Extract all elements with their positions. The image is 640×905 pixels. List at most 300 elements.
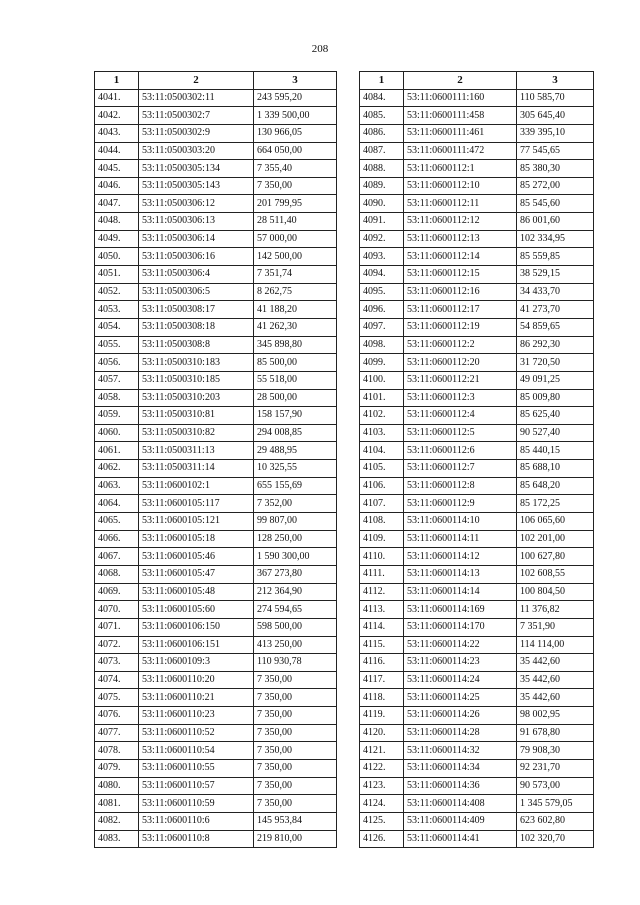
cadastral-value: 85 272,00 [517,177,594,195]
cadastral-number: 53:11:0500310:203 [139,389,254,407]
table-row [360,477,594,495]
row-number: 4077. [95,724,139,742]
table-row [360,742,594,760]
table-row [95,777,337,795]
cadastral-number: 53:11:0600105:117 [139,495,254,513]
row-number: 4059. [95,407,139,425]
table-row [95,671,337,689]
cadastral-value: 145 953,84 [254,812,337,830]
cadastral-value: 243 595,20 [254,89,337,107]
cadastral-value: 100 804,50 [517,583,594,601]
table-row [95,583,337,601]
cadastral-value: 7 351,74 [254,266,337,284]
cadastral-value: 7 350,00 [254,689,337,707]
cadastral-number: 53:11:0600112:16 [404,283,517,301]
table-row [360,89,594,107]
row-number: 4094. [360,266,404,284]
cadastral-number: 53:11:0600110:6 [139,812,254,830]
table-row [95,89,337,107]
row-number: 4107. [360,495,404,513]
row-number: 4104. [360,442,404,460]
cadastral-number: 53:11:0600112:4 [404,407,517,425]
table-row [95,407,337,425]
row-number: 4054. [95,318,139,336]
row-number: 4041. [95,89,139,107]
row-number: 4066. [95,530,139,548]
table-row [360,248,594,266]
table-row [360,795,594,813]
row-number: 4076. [95,707,139,725]
cadastral-number: 53:11:0600112:1 [404,160,517,178]
cadastral-value: 142 500,00 [254,248,337,266]
cadastral-value: 91 678,80 [517,724,594,742]
row-number: 4106. [360,477,404,495]
row-number: 4049. [95,230,139,248]
table-row [360,424,594,442]
cadastral-number: 53:11:0500306:4 [139,266,254,284]
cadastral-value: 274 594,65 [254,601,337,619]
cadastral-number: 53:11:0600112:12 [404,213,517,231]
row-number: 4084. [360,89,404,107]
row-number: 4110. [360,548,404,566]
cadastral-value: 77 545,65 [517,142,594,160]
table-row [360,724,594,742]
table-row [360,671,594,689]
cadastral-number: 53:11:0600110:23 [139,707,254,725]
table-row [95,354,337,372]
table-row [95,230,337,248]
cadastral-value: 1 345 579,05 [517,795,594,813]
table-row [95,389,337,407]
row-number: 4051. [95,266,139,284]
cadastral-value: 100 627,80 [517,548,594,566]
table-row [95,795,337,813]
row-number: 4075. [95,689,139,707]
column-header-value: 3 [517,72,594,90]
cadastral-number: 53:11:0600114:36 [404,777,517,795]
table-row [95,618,337,636]
cadastral-value: 7 350,00 [254,724,337,742]
row-number: 4042. [95,107,139,125]
cadastral-number: 53:11:0600110:21 [139,689,254,707]
table-row [95,124,337,142]
table-row [360,812,594,830]
row-number: 4102. [360,407,404,425]
table-row [95,565,337,583]
cadastral-value: 85 559,85 [517,248,594,266]
table-row [360,336,594,354]
row-number: 4093. [360,248,404,266]
cadastral-value: 7 350,00 [254,177,337,195]
cadastral-number: 53:11:0600114:25 [404,689,517,707]
row-number: 4100. [360,371,404,389]
table-row [360,707,594,725]
cadastral-number: 53:11:0500308:17 [139,301,254,319]
table-row [95,107,337,125]
cadastral-number: 53:11:0500303:20 [139,142,254,160]
cadastral-number: 53:11:0600112:3 [404,389,517,407]
cadastral-value: 7 350,00 [254,795,337,813]
cadastral-number: 53:11:0600111:458 [404,107,517,125]
row-number: 4044. [95,142,139,160]
table-row [360,565,594,583]
row-number: 4050. [95,248,139,266]
cadastral-value: 305 645,40 [517,107,594,125]
cadastral-value: 294 008,85 [254,424,337,442]
table-header-row [95,72,337,90]
cadastral-number: 53:11:0600112:2 [404,336,517,354]
cadastral-value: 130 966,05 [254,124,337,142]
cadastral-value: 34 433,70 [517,283,594,301]
cadastral-number: 53:11:0500311:14 [139,460,254,478]
cadastral-value: 367 273,80 [254,565,337,583]
row-number: 4061. [95,442,139,460]
cadastral-value: 7 351,90 [517,618,594,636]
row-number: 4074. [95,671,139,689]
cadastral-number: 53:11:0600105:46 [139,548,254,566]
table-row [360,460,594,478]
cadastral-value: 99 807,00 [254,513,337,531]
cadastral-number: 53:11:0600105:18 [139,530,254,548]
column-header-number: 1 [95,72,139,90]
cadastral-value: 90 573,00 [517,777,594,795]
table-row [95,830,337,848]
cadastral-number: 53:11:0600114:24 [404,671,517,689]
row-number: 4105. [360,460,404,478]
cadastral-value: 106 065,60 [517,513,594,531]
cadastral-number: 53:11:0500308:8 [139,336,254,354]
cadastral-value: 85 545,60 [517,195,594,213]
row-number: 4091. [360,213,404,231]
table-row [360,266,594,284]
table-row [95,530,337,548]
cadastral-number: 53:11:0500310:185 [139,371,254,389]
cadastral-number: 53:11:0500306:14 [139,230,254,248]
cadastral-number: 53:11:0600110:55 [139,759,254,777]
cadastral-number: 53:11:0600114:409 [404,812,517,830]
table-row [360,689,594,707]
table-row [95,301,337,319]
cadastral-value: 345 898,80 [254,336,337,354]
table-header-row [360,72,594,90]
cadastral-value: 7 350,00 [254,777,337,795]
cadastral-value: 623 602,80 [517,812,594,830]
table-row [95,283,337,301]
row-number: 4043. [95,124,139,142]
table-row [95,371,337,389]
table-row [95,548,337,566]
table-row [360,318,594,336]
cadastral-number: 53:11:0600110:20 [139,671,254,689]
row-number: 4116. [360,654,404,672]
row-number: 4095. [360,283,404,301]
table-row [95,266,337,284]
table-row [95,318,337,336]
cadastral-value: 158 157,90 [254,407,337,425]
cadastral-number: 53:11:0600114:13 [404,565,517,583]
cadastral-number: 53:11:0600105:47 [139,565,254,583]
row-number: 4083. [95,830,139,848]
row-number: 4118. [360,689,404,707]
cadastral-number: 53:11:0600105:60 [139,601,254,619]
cadastral-number: 53:11:0600114:169 [404,601,517,619]
cadastral-number: 53:11:0500310:183 [139,354,254,372]
cadastral-value: 38 529,15 [517,266,594,284]
cadastral-number: 53:11:0600114:14 [404,583,517,601]
column-header-cadastral: 2 [139,72,254,90]
cadastral-number: 53:11:0500306:5 [139,283,254,301]
table-row [360,601,594,619]
row-number: 4123. [360,777,404,795]
cadastral-number: 53:11:0600114:41 [404,830,517,848]
registry-table-right [359,71,594,848]
row-number: 4069. [95,583,139,601]
cadastral-number: 53:11:0500302:7 [139,107,254,125]
row-number: 4087. [360,142,404,160]
table-row [95,689,337,707]
cadastral-value: 7 350,00 [254,759,337,777]
table-row [95,248,337,266]
row-number: 4053. [95,301,139,319]
cadastral-value: 201 799,95 [254,195,337,213]
cadastral-value: 598 500,00 [254,618,337,636]
table-row [95,213,337,231]
row-number: 4108. [360,513,404,531]
table-row [360,160,594,178]
row-number: 4045. [95,160,139,178]
cadastral-value: 85 380,30 [517,160,594,178]
row-number: 4117. [360,671,404,689]
cadastral-number: 53:11:0600112:8 [404,477,517,495]
cadastral-number: 53:11:0500311:13 [139,442,254,460]
cadastral-value: 85 648,20 [517,477,594,495]
cadastral-value: 655 155,69 [254,477,337,495]
cadastral-value: 219 810,00 [254,830,337,848]
row-number: 4122. [360,759,404,777]
cadastral-value: 57 000,00 [254,230,337,248]
cadastral-value: 11 376,82 [517,601,594,619]
table-row [360,530,594,548]
cadastral-value: 7 352,00 [254,495,337,513]
table-row [360,618,594,636]
table-row [360,371,594,389]
row-number: 4089. [360,177,404,195]
row-number: 4070. [95,601,139,619]
row-number: 4112. [360,583,404,601]
row-number: 4121. [360,742,404,760]
row-number: 4082. [95,812,139,830]
row-number: 4125. [360,812,404,830]
cadastral-number: 53:11:0600112:11 [404,195,517,213]
row-number: 4088. [360,160,404,178]
row-number: 4113. [360,601,404,619]
table-row [95,336,337,354]
cadastral-number: 53:11:0600110:8 [139,830,254,848]
cadastral-number: 53:11:0600110:52 [139,724,254,742]
row-number: 4101. [360,389,404,407]
cadastral-number: 53:11:0600114:22 [404,636,517,654]
cadastral-number: 53:11:0600106:151 [139,636,254,654]
row-number: 4065. [95,513,139,531]
row-number: 4126. [360,830,404,848]
cadastral-number: 53:11:0600110:57 [139,777,254,795]
cadastral-value: 55 518,00 [254,371,337,389]
row-number: 4068. [95,565,139,583]
table-row [95,495,337,513]
cadastral-number: 53:11:0600110:54 [139,742,254,760]
cadastral-number: 53:11:0500305:143 [139,177,254,195]
table-row [95,424,337,442]
cadastral-value: 98 002,95 [517,707,594,725]
cadastral-number: 53:11:0500302:9 [139,124,254,142]
table-row [95,654,337,672]
row-number: 4099. [360,354,404,372]
table-row [95,812,337,830]
cadastral-value: 102 320,70 [517,830,594,848]
table-row [360,177,594,195]
cadastral-number: 53:11:0600109:3 [139,654,254,672]
cadastral-value: 85 500,00 [254,354,337,372]
cadastral-value: 85 688,10 [517,460,594,478]
table-row [360,213,594,231]
cadastral-value: 10 325,55 [254,460,337,478]
row-number: 4072. [95,636,139,654]
cadastral-value: 8 262,75 [254,283,337,301]
cadastral-value: 128 250,00 [254,530,337,548]
table-row [360,777,594,795]
cadastral-number: 53:11:0500310:81 [139,407,254,425]
cadastral-value: 7 350,00 [254,707,337,725]
table-row [95,742,337,760]
registry-table-left [94,71,337,848]
cadastral-number: 53:11:0600102:1 [139,477,254,495]
cadastral-value: 28 500,00 [254,389,337,407]
cadastral-value: 90 527,40 [517,424,594,442]
row-number: 4098. [360,336,404,354]
table-row [360,107,594,125]
row-number: 4067. [95,548,139,566]
row-number: 4103. [360,424,404,442]
cadastral-value: 110 585,70 [517,89,594,107]
row-number: 4111. [360,565,404,583]
table-row [360,513,594,531]
column-header-number: 1 [360,72,404,90]
cadastral-value: 28 511,40 [254,213,337,231]
cadastral-number: 53:11:0600105:48 [139,583,254,601]
table-row [360,354,594,372]
cadastral-number: 53:11:0500308:18 [139,318,254,336]
column-header-value: 3 [254,72,337,90]
cadastral-number: 53:11:0600114:32 [404,742,517,760]
cadastral-number: 53:11:0600112:20 [404,354,517,372]
table-row [360,230,594,248]
cadastral-value: 102 201,00 [517,530,594,548]
row-number: 4120. [360,724,404,742]
row-number: 4060. [95,424,139,442]
row-number: 4056. [95,354,139,372]
cadastral-value: 41 262,30 [254,318,337,336]
cadastral-number: 53:11:0500306:13 [139,213,254,231]
row-number: 4090. [360,195,404,213]
row-number: 4124. [360,795,404,813]
cadastral-value: 31 720,50 [517,354,594,372]
row-number: 4119. [360,707,404,725]
row-number: 4096. [360,301,404,319]
cadastral-number: 53:11:0600114:26 [404,707,517,725]
row-number: 4071. [95,618,139,636]
cadastral-value: 1 590 300,00 [254,548,337,566]
cadastral-value: 1 339 500,00 [254,107,337,125]
cadastral-value: 29 488,95 [254,442,337,460]
cadastral-number: 53:11:0600112:19 [404,318,517,336]
cadastral-value: 35 442,60 [517,689,594,707]
cadastral-number: 53:11:0500306:16 [139,248,254,266]
table-row [360,442,594,460]
cadastral-value: 35 442,60 [517,671,594,689]
row-number: 4052. [95,283,139,301]
cadastral-number: 53:11:0600114:170 [404,618,517,636]
cadastral-number: 53:11:0600111:461 [404,124,517,142]
cadastral-value: 7 350,00 [254,742,337,760]
cadastral-value: 35 442,60 [517,654,594,672]
cadastral-value: 86 292,30 [517,336,594,354]
cadastral-value: 102 334,95 [517,230,594,248]
cadastral-number: 53:11:0600106:150 [139,618,254,636]
cadastral-number: 53:11:0600114:28 [404,724,517,742]
cadastral-value: 7 355,40 [254,160,337,178]
table-row [95,142,337,160]
cadastral-value: 41 273,70 [517,301,594,319]
cadastral-number: 53:11:0600112:7 [404,460,517,478]
row-number: 4063. [95,477,139,495]
table-row [95,513,337,531]
table-row [360,495,594,513]
cadastral-number: 53:11:0600112:13 [404,230,517,248]
cadastral-number: 53:11:0600112:14 [404,248,517,266]
table-row [360,407,594,425]
row-number: 4115. [360,636,404,654]
cadastral-value: 79 908,30 [517,742,594,760]
cadastral-value: 85 009,80 [517,389,594,407]
row-number: 4078. [95,742,139,760]
row-number: 4055. [95,336,139,354]
cadastral-value: 85 440,15 [517,442,594,460]
table-row [95,724,337,742]
cadastral-value: 49 091,25 [517,371,594,389]
cadastral-number: 53:11:0600112:9 [404,495,517,513]
row-number: 4086. [360,124,404,142]
table-row [360,636,594,654]
table-row [95,177,337,195]
cadastral-value: 413 250,00 [254,636,337,654]
row-number: 4085. [360,107,404,125]
cadastral-number: 53:11:0600114:34 [404,759,517,777]
cadastral-value: 212 364,90 [254,583,337,601]
cadastral-number: 53:11:0600111:160 [404,89,517,107]
table-row [360,124,594,142]
table-row [95,160,337,178]
table-row [95,759,337,777]
cadastral-number: 53:11:0600114:408 [404,795,517,813]
row-number: 4114. [360,618,404,636]
row-number: 4081. [95,795,139,813]
cadastral-number: 53:11:0600105:121 [139,513,254,531]
cadastral-value: 86 001,60 [517,213,594,231]
cadastral-value: 110 930,78 [254,654,337,672]
row-number: 4046. [95,177,139,195]
row-number: 4092. [360,230,404,248]
table-row [360,583,594,601]
